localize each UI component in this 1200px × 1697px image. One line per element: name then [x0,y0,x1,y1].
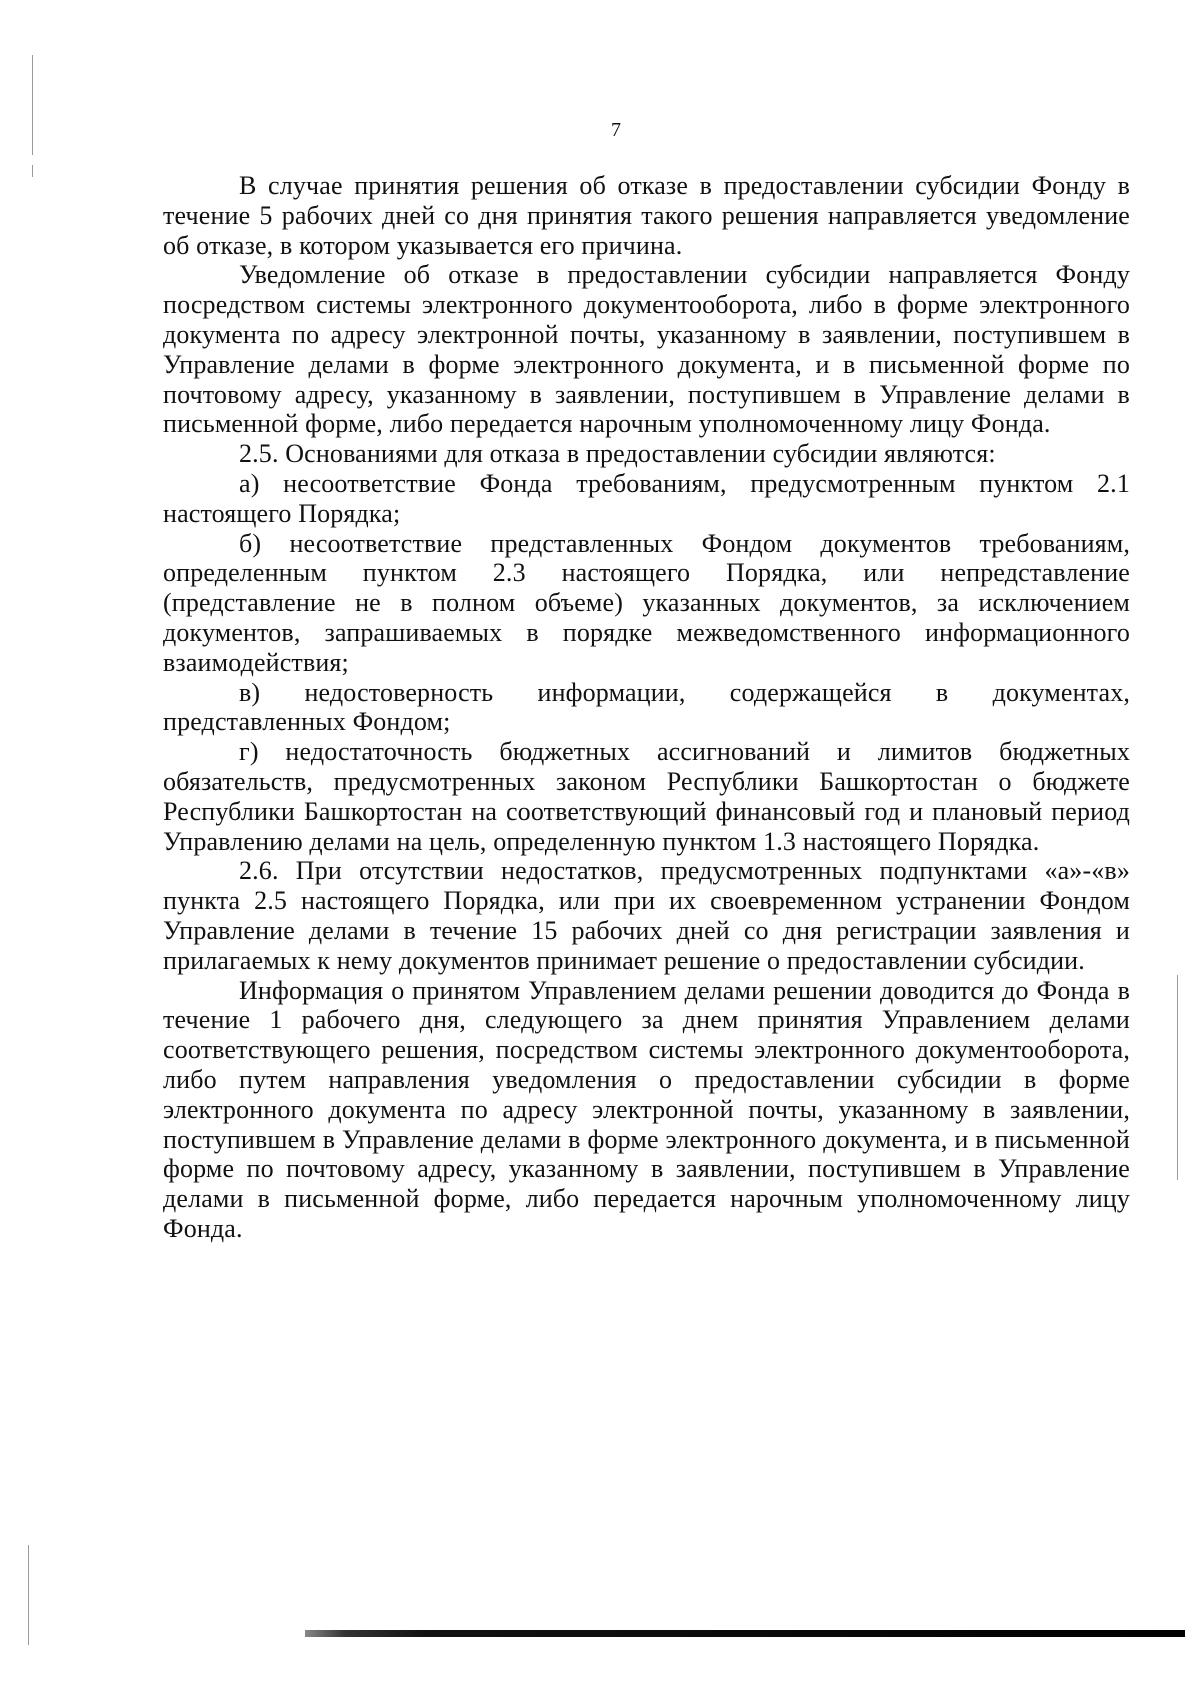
document-body [163,171,1130,1244]
page-number: 7 [611,119,621,141]
bottom-rule [305,1630,1185,1637]
paragraph-2-5-c: в) недостоверность информации, содержащейся в документах, представленных Фондом; [163,677,1130,737]
paragraph-2-5-heading: 2.5. Основаниями для отказа в предоставлении субсидии являются: [239,439,996,469]
scan-edge-mark [32,165,33,177]
paragraph-decision-notice: Информация о принятом Управлением делами решении доводится до Фонда в течение 1 рабочего дня, следующего за днем принятия Управлением делами соответствующего решения, посредством системы электронного документооборота, либо путем направления уведомления о предоставлении субсидии в форме электронного документа по адресу электронной почты, указанному в заявлении, поступившем в Управление делами в форме электронного документа, и в письменной форме по почтовому адресу, указанному в заявлении, поступившем в Управление делами в письменной форме, либо передается нарочным уполномоченному лицу Фонда. [163,975,1130,1243]
scan-edge-mark [28,1545,29,1645]
paragraph-2-6: 2.6. При отсутствии недостатков, предусмотренных подпунктами «а»-«в» пункта 2.5 настоящего Порядка, или при их своевременном устранении Фондом Управление делами в течение 15 рабочих дней со дня регистрации заявления и прилагаемых к нему документов принимает решение о предоставлении субсидии. [163,856,1130,975]
paragraph-2-5-b: б) несоответствие представленных Фондом документов требованиям, определенным пунктом 2.3 настоящего Порядка, или непредставление (представление не в полном объеме) указанных документов, за исключением документов, запрашиваемых в порядке межведомственного информационного взаимодействия; [163,528,1130,677]
paragraph-refusal-delivery: Уведомление об отказе в предоставлении субсидии направляется Фонду посредством системы электронного документооборота, либо в форме электронного документа по адресу электронной почты, указанному в заявлении, поступившем в Управление делами в форме электронного документа, и в письменной форме по почтовому адресу, указанному в заявлении, поступившем в Управление делами в письменной форме, либо передается нарочным уполномоченному лицу Фонда. [163,260,1130,439]
paragraph-refusal-notice: В случае принятия решения об отказе в предоставлении субсидии Фонду в течение 5 рабочих дней со дня принятия такого решения направляется уведомление об отказе, в котором указывается его причина. [163,171,1130,260]
paragraph-2-5-d: г) недостаточность бюджетных ассигнований и лимитов бюджетных обязательств, предусмотренных законом Республики Башкортостан о бюджете Республики Башкортостан на соответствующий финансовый год и плановый период Управлению делами на цель, определенную пунктом 1.3 настоящего Порядка. [163,737,1130,856]
scan-edge-mark [1177,975,1178,1180]
paragraph-2-5-a: а) несоответствие Фонда требованиям, предусмотренным пунктом 2.1 настоящего Порядка; [163,468,1130,528]
